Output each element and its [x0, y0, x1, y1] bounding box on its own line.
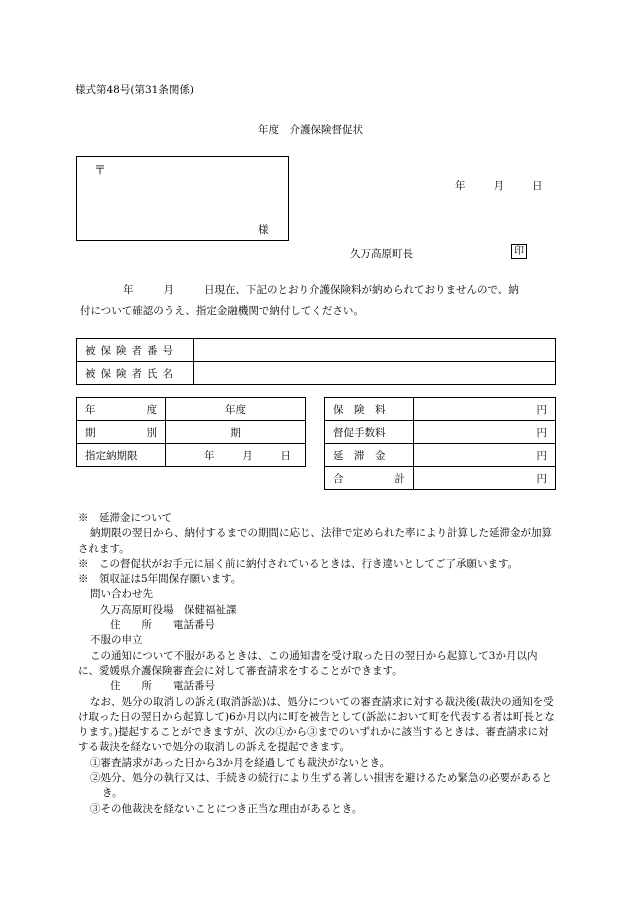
lawsuit-item-2: ②処分、処分の執行又は、手続きの続行により生ずる著しい損害を避けるため緊急の必要があるとき。	[90, 772, 552, 800]
document-title: 年度 介護保険督促状	[258, 124, 363, 136]
period-value: 期	[166, 421, 306, 444]
late-fee-label: 延 滞 金	[325, 444, 414, 467]
fee-value: 円	[414, 421, 556, 444]
fiscal-year-value: 年度	[166, 398, 306, 421]
note-receipt: ※ 領収証は5年間保存願います。	[78, 573, 242, 586]
insured-number-value	[194, 339, 556, 362]
insured-name-label: 被保険者氏名	[77, 362, 194, 385]
lawsuit-item-3: ③その他裁決を経ないことにつき正当な理由があるとき。	[90, 802, 363, 815]
contact-office: 久万高原町役場 保健福祉課	[100, 603, 237, 616]
honorific: 様	[258, 224, 269, 236]
note-late-fee-body: 納期限の翌日から、納付するまでの期間に応じ、法律で定められた率により計算した延滞金が加算されます。	[78, 527, 552, 555]
period-table	[76, 397, 306, 467]
contact-heading: 問い合わせ先	[90, 588, 153, 601]
postal-mark: 〒	[94, 163, 107, 177]
intro-month: 月	[163, 284, 174, 296]
amount-table	[324, 397, 556, 490]
deadline-value: 年 月 日	[166, 444, 306, 467]
intro-line-1	[89, 284, 519, 297]
period-label: 期 別	[77, 421, 166, 444]
insured-table	[76, 338, 556, 385]
premium-value: 円	[414, 398, 556, 421]
appeal-heading: 不服の申立	[90, 634, 143, 647]
date-day: 日	[532, 180, 543, 192]
lawsuit-body: なお、処分の取消しの訴え(取消訴訟)は、処分についての審査請求に対する裁決後(裁決の通知を受け取った日の翌日から起算して)6か月以内に町を被告として(訴訟において町を代表する者は町長となります。)提起することができますが、次の①から③までのいずれかに該当するときは、審査請求に対する裁決を経ないで処分の取消しの訴えを提起できます。	[78, 695, 555, 754]
intro-line-2: 付について確認のうえ、指定金融機関で納付してください。	[80, 305, 364, 317]
appeal-address: 住 所 電話番号	[110, 680, 215, 693]
premium-label: 保 険 料	[325, 398, 414, 421]
intro-year: 年	[123, 284, 134, 296]
fiscal-year-label: 年 度	[77, 398, 166, 421]
intro-rest: 日現在、下記のとおり介護保険料が納められておりませんので、納	[204, 284, 519, 296]
contact-address: 住 所 電話番号	[110, 619, 215, 632]
issue-date	[455, 180, 543, 193]
date-month: 月	[493, 180, 504, 192]
late-fee-value: 円	[414, 444, 556, 467]
total-label: 合 計	[325, 467, 414, 490]
fee-label: 督促手数料	[325, 421, 414, 444]
seal-mark: 印	[511, 244, 527, 259]
lawsuit-item-1: ①審査請求があった日から3か月を経過しても裁決がないとき。	[90, 756, 391, 769]
note-crossed-payment: ※ この督促状がお手元に届く前に納付されているときは、行き違いとしてご了承願います。	[78, 557, 519, 570]
insured-number-label: 被保険者番号	[77, 339, 194, 362]
insured-name-value	[194, 362, 556, 385]
date-year: 年	[455, 180, 466, 192]
note-late-fee-heading: ※ 延滞金について	[78, 512, 173, 524]
issuer-name: 久万高原町長	[350, 248, 413, 260]
notes-section	[78, 511, 558, 817]
total-value: 円	[414, 467, 556, 490]
deadline-label: 指定納期限	[77, 444, 166, 467]
form-id: 様式第48号(第31条関係)	[75, 84, 194, 96]
appeal-body: この通知について不服があるときは、この通知書を受け取った日の翌日から起算して3か月以内に、愛媛県介護保険審査会に対して審査請求をすることができます。	[78, 649, 538, 677]
